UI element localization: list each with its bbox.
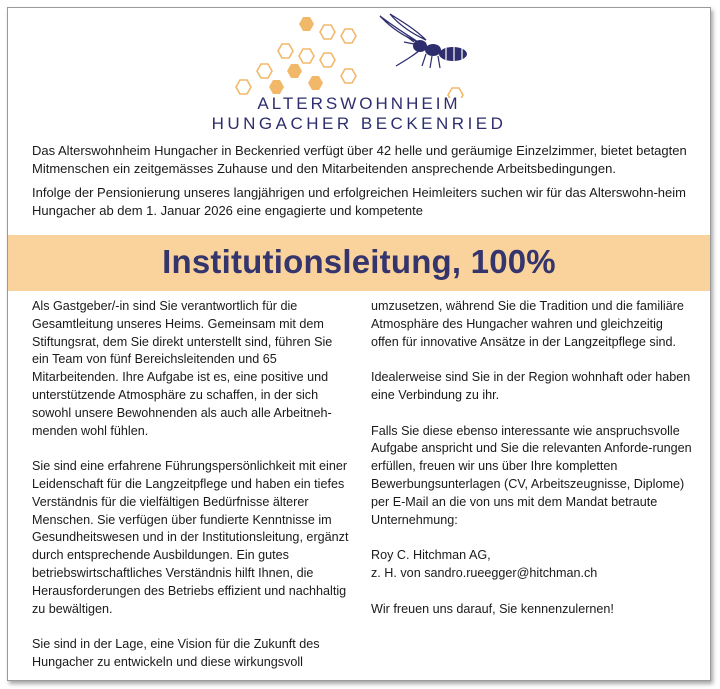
contact-company: Roy C. Hitchman AG, — [371, 548, 491, 563]
left-column — [32, 298, 350, 681]
job-title: Institutionsleitung, 100% — [162, 243, 556, 280]
contact-email: z. H. von sandro.rueegger@hitchman.ch — [371, 565, 598, 580]
honeycomb-cell-filled — [308, 76, 323, 90]
left-paragraph-3: Sie sind in der Lage, eine Vision für die Zukunft des Hungacher zu entwickeln und diese wirkungsvoll — [32, 637, 320, 669]
right-column — [371, 298, 693, 636]
honeycomb-cell — [257, 64, 272, 78]
honeycomb-cell — [341, 29, 356, 43]
right-paragraph-2: Idealerweise sind Sie in der Region wohnhaft oder haben eine Verbindung zu ihr. — [371, 370, 691, 402]
logo — [8, 8, 710, 143]
job-ad-frame — [7, 7, 711, 681]
right-paragraph-3: Falls Sie diese ebenso interessante wie anspruchsvolle Aufgabe anspricht und Sie die relevanten Anforde-rungen erfüllen, freuen wir uns über Ihre kompletten Bewerbungsunterlagen (CV, Arbeitszeugnisse, Diplome) per E-Mail an die von uns mit dem Mandat betraute Unternehmung: — [371, 423, 692, 527]
honeycomb-cell — [320, 53, 335, 67]
honeycomb-cell — [278, 44, 293, 58]
intro-paragraph-2: Infolge der Pensionierung unseres langjährigen und erfolgreichen Heimleiters suchen wir für das Alterswohn-heim Hungacher ab dem 1. Januar 2026 eine engagierte und kompetente — [32, 185, 686, 218]
left-paragraph-2: Sie sind eine erfahrene Führungspersönlichkeit mit einer Leidenschaft für die Langzeitpflege und haben ein tiefes Verständnis für die vielfältigen Bedürfnisse älterer Menschen. Sie verfügen über fundierte Kenntnisse im Gesundheitswesen und in der Institutionsleitung, ergänzt durch entsprechende Ausbildungen. Ein gutes betriebswirtschaftliches Verständnis hilft Ihnen, die Herausforderungen des Betriebs effizient und nachhaltig zu bewältigen. — [32, 459, 349, 616]
honeycomb-cell-filled — [287, 64, 302, 78]
bee-icon — [380, 14, 467, 68]
honeycomb-cell — [299, 49, 314, 63]
intro-paragraph-1: Das Alterswohnheim Hungacher in Beckenried verfügt über 42 helle und geräumige Einzelzimmer, bietet betagten Mitmenschen ein zeitgemässes Zuhause und den Mitarbeitenden ansprechende Arbeitsbedingungen. — [32, 143, 687, 176]
honeycomb-cell — [236, 80, 251, 94]
logo-line-2: HUNGACHER BECKENRIED — [211, 114, 507, 133]
logo-line-1: ALTERSWOHNHEIM — [257, 94, 461, 113]
honeycomb-cell — [341, 69, 356, 83]
honeycomb-cell — [320, 25, 335, 39]
honeycomb-cell-filled — [269, 80, 284, 94]
honeycomb-filled — [269, 17, 323, 94]
contact-block — [371, 547, 693, 583]
title-band — [8, 235, 710, 291]
left-paragraph-1: Als Gastgeber/-in sind Sie verantwortlich für die Gesamtleitung unseres Heims. Gemeinsam mit dem Stiftungsrat, dem Sie direkt unterstellt sind, führen Sie ein Team von fünf Bereichsleitenden und 65 Mitarbeitenden. Ihre Aufgabe ist es, eine positive und unterstützende Atmosphäre zu schaffen, in der sich sowohl unsere Bewohnenden als auch alle Arbeitneh-menden wohl fühlen. — [32, 299, 333, 438]
logo-graphic — [8, 8, 710, 98]
closing-line: Wir freuen uns darauf, Sie kennenzulernen! — [371, 601, 614, 616]
honeycomb-cell-filled — [299, 17, 314, 31]
right-paragraph-1: umzusetzen, während Sie die Tradition und die familiäre Atmosphäre des Hungacher wahren und gleichzeitig offen für innovative Ansätze in der Langzeitpflege sind. — [371, 299, 684, 349]
